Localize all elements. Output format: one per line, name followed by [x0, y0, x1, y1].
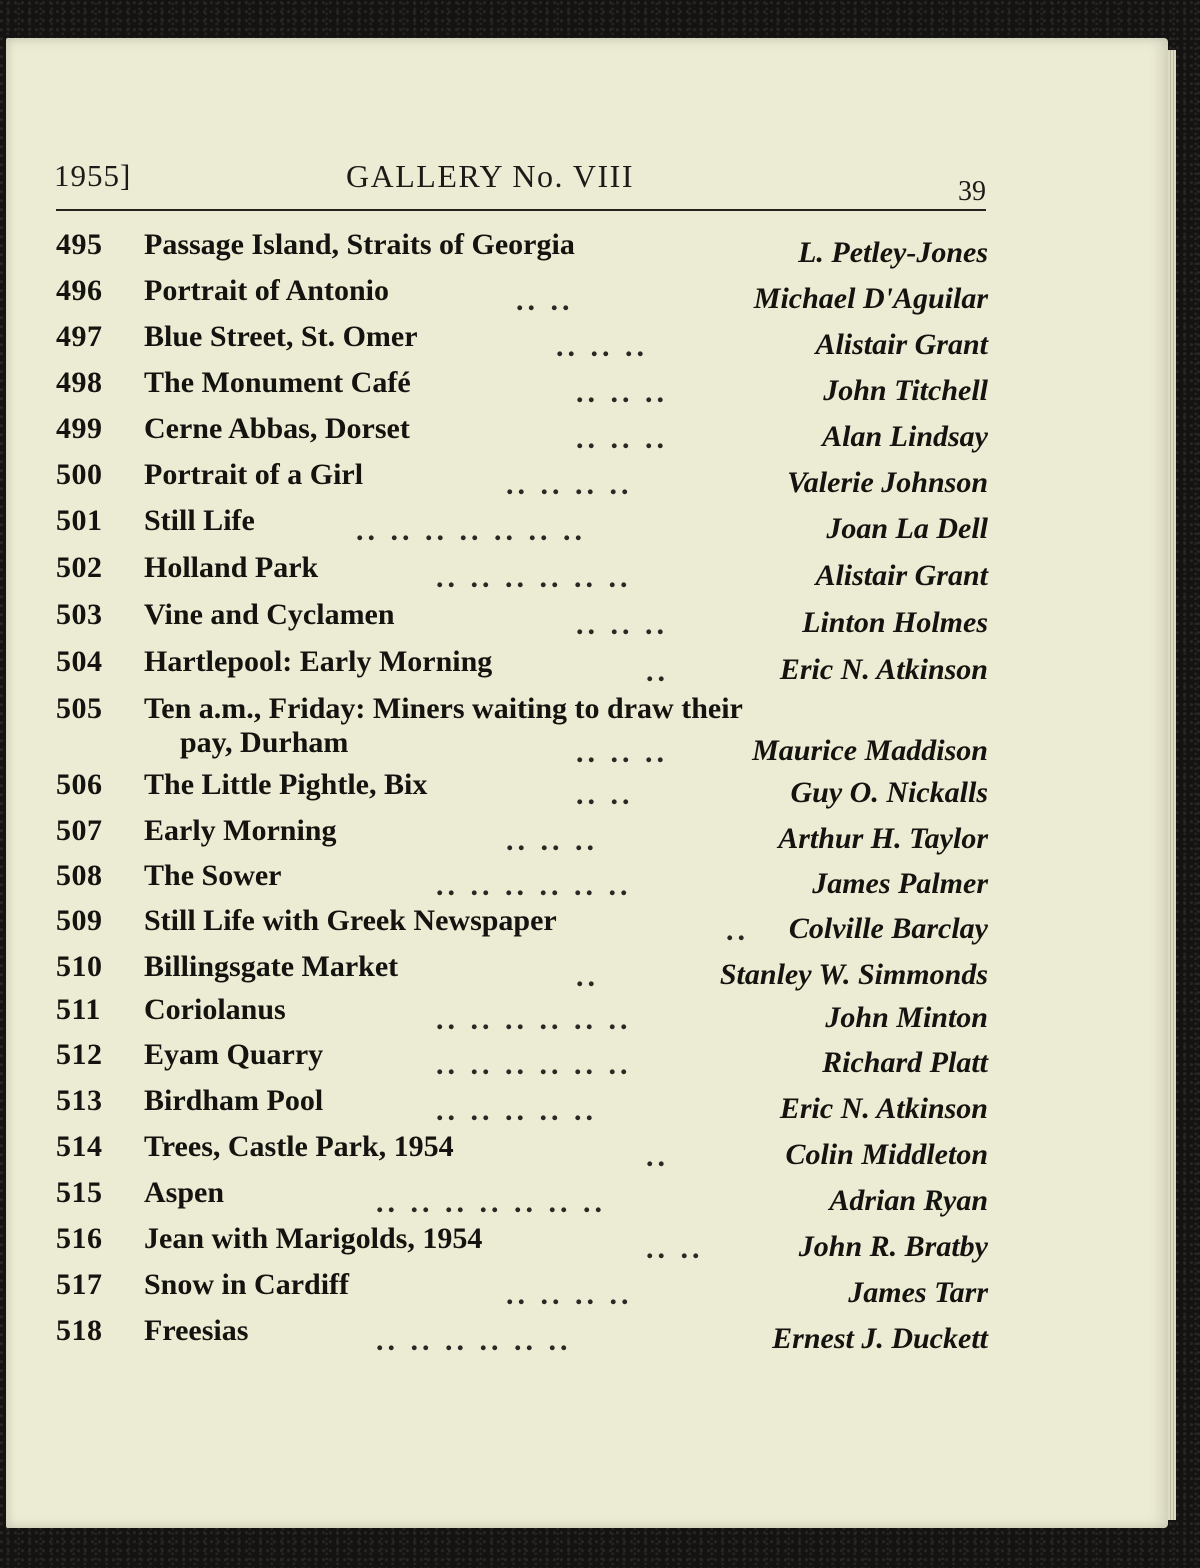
dot-leader: .. .. ..	[576, 376, 668, 409]
page-edge	[1168, 50, 1176, 1520]
entry-number: 498	[56, 366, 103, 399]
entry-number: 513	[56, 1084, 103, 1117]
catalogue-entry-499	[56, 412, 988, 458]
entry-number: 496	[56, 274, 103, 307]
dot-leader: .. .. .. .. .. ..	[436, 869, 632, 902]
entry-artist: L. Petley-Jones	[798, 236, 988, 269]
catalogue-entry-506	[56, 768, 988, 814]
entry-title: Holland Park	[144, 551, 319, 584]
catalogue-entry-503	[56, 598, 988, 644]
catalogue-entry-501	[56, 504, 988, 550]
entry-artist: Eric N. Atkinson	[779, 1092, 988, 1125]
dot-leader: .. .. .. .. .. ..	[436, 1003, 632, 1036]
entry-artist: James Tarr	[848, 1276, 988, 1309]
entry-artist: John R. Bratby	[798, 1230, 988, 1263]
entry-title: Jean with Marigolds, 1954	[144, 1222, 483, 1255]
entry-title: Still Life with Greek Newspaper	[144, 904, 557, 937]
catalogue-entry-500	[56, 458, 988, 504]
entry-title: Coriolanus	[144, 993, 286, 1026]
entry-number: 502	[56, 551, 103, 584]
entry-artist: Alan Lindsay	[822, 420, 988, 453]
entry-number: 509	[56, 904, 103, 937]
dot-leader: .. .. .. .. .. .. ..	[356, 514, 586, 547]
entry-title: Cerne Abbas, Dorset	[144, 412, 410, 445]
entry-title: The Little Pightle, Bix	[144, 768, 428, 801]
catalogue-entry-510	[56, 950, 988, 996]
entry-title: Vine and Cyclamen	[144, 598, 395, 631]
dot-leader: .. .. ..	[576, 422, 668, 455]
entry-title: Passage Island, Straits of Georgia	[144, 228, 575, 261]
entry-title: Portrait of Antonio	[144, 274, 389, 307]
dot-leader: .. .. ..	[576, 736, 668, 769]
entry-artist: Valerie Johnson	[787, 466, 988, 499]
entry-number: 495	[56, 228, 103, 261]
entry-artist: Michael D'Aguilar	[753, 282, 988, 315]
entry-title: Birdham Pool	[144, 1084, 324, 1117]
entry-number: 497	[56, 320, 103, 353]
catalogue-entry-496	[56, 274, 988, 320]
entry-title: Ten a.m., Friday: Miners waiting to draw their	[144, 692, 743, 725]
entry-title: Eyam Quarry	[144, 1038, 324, 1071]
entry-artist: Maurice Maddison	[752, 734, 988, 767]
entry-artist: Alistair Grant	[815, 328, 988, 361]
header-year: 1955]	[54, 158, 132, 193]
entry-number: 508	[56, 859, 103, 892]
dot-leader: .. .. ..	[506, 824, 598, 857]
entry-title: The Sower	[144, 859, 282, 892]
entry-artist: Stanley W. Simmonds	[719, 958, 988, 991]
entry-number: 512	[56, 1038, 103, 1071]
entry-number: 506	[56, 768, 103, 801]
catalogue-entry-498	[56, 366, 988, 412]
catalogue-entry-518	[56, 1314, 988, 1360]
page-header	[50, 122, 986, 212]
entry-artist: John Titchell	[823, 374, 988, 407]
entry-title: Trees, Castle Park, 1954	[144, 1130, 454, 1163]
entry-artist: Eric N. Atkinson	[779, 653, 988, 686]
page-number: 39	[958, 176, 986, 207]
entry-title: Freesias	[144, 1314, 249, 1347]
catalogue-entry-516	[56, 1222, 988, 1268]
dot-leader: ..	[726, 914, 749, 947]
dot-leader: .. ..	[646, 1232, 704, 1265]
entry-artist: John Minton	[825, 1001, 988, 1034]
entry-number: 507	[56, 814, 103, 847]
catalogue-entry-517	[56, 1268, 988, 1314]
catalogue-entry-497	[56, 320, 988, 366]
entry-number: 501	[56, 504, 103, 537]
dot-leader: .. .. .. .. .. ..	[436, 1048, 632, 1081]
catalogue-entry-512	[56, 1038, 988, 1084]
dot-leader: ..	[646, 655, 669, 688]
catalogue-entry-513	[56, 1084, 988, 1130]
entry-artist: Joan La Dell	[826, 512, 988, 545]
dot-leader: .. ..	[576, 778, 634, 811]
entry-title: Early Morning	[144, 814, 337, 847]
dot-leader: .. .. .. .. .. ..	[376, 1324, 572, 1357]
dot-leader: .. .. .. ..	[506, 1278, 633, 1311]
entry-number: 499	[56, 412, 103, 445]
entry-title: Hartlepool: Early Morning	[144, 645, 493, 678]
entry-artist: Colville Barclay	[788, 912, 988, 945]
entry-number: 516	[56, 1222, 103, 1255]
entry-title-continued: pay, Durham	[180, 726, 349, 759]
catalogue-entry-502	[56, 551, 988, 597]
entry-title: Aspen	[144, 1176, 225, 1209]
entry-title: Billingsgate Market	[144, 950, 399, 983]
entry-title: Snow in Cardiff	[144, 1268, 350, 1301]
entry-artist: Guy O. Nickalls	[790, 776, 988, 809]
catalogue-entry-511	[56, 993, 988, 1039]
dot-leader: ..	[576, 960, 599, 993]
entry-number: 514	[56, 1130, 103, 1163]
catalogue-entry-505	[56, 692, 988, 780]
entry-number: 518	[56, 1314, 103, 1347]
entry-number: 510	[56, 950, 103, 983]
entry-number: 511	[56, 993, 101, 1026]
entry-artist: Adrian Ryan	[829, 1184, 988, 1217]
header-gallery-title: GALLERY No. VIII	[346, 158, 634, 194]
entry-artist: Arthur H. Taylor	[778, 822, 988, 855]
catalogue-entry-495	[56, 228, 988, 274]
entry-artist: Ernest J. Duckett	[772, 1322, 988, 1355]
catalogue-entry-508	[56, 859, 988, 905]
entry-artist: Richard Platt	[822, 1046, 988, 1079]
dot-leader: .. .. .. .. .. .. ..	[376, 1186, 606, 1219]
entry-number: 500	[56, 458, 103, 491]
entry-title: Portrait of a Girl	[144, 458, 364, 491]
entry-artist: James Palmer	[812, 867, 988, 900]
entry-number: 515	[56, 1176, 103, 1209]
header-rule	[56, 209, 986, 211]
dot-leader: .. .. ..	[556, 330, 648, 363]
dot-leader: .. .. ..	[576, 608, 668, 641]
catalogue-entry-509	[56, 904, 988, 950]
entry-artist: Alistair Grant	[815, 559, 988, 592]
entry-number: 503	[56, 598, 103, 631]
catalogue-entry-515	[56, 1176, 988, 1222]
catalogue-entry-504	[56, 645, 988, 691]
dot-leader: .. ..	[516, 284, 574, 317]
entry-number: 517	[56, 1268, 103, 1301]
entry-artist: Colin Middleton	[785, 1138, 988, 1171]
catalogue-entry-514	[56, 1130, 988, 1176]
entry-title: The Monument Café	[144, 366, 411, 399]
catalogue-entry-507	[56, 814, 988, 860]
dot-leader: .. .. .. .. .. ..	[436, 561, 632, 594]
entry-number: 505	[56, 692, 103, 725]
dot-leader: .. .. .. .. ..	[436, 1094, 597, 1127]
entry-title: Blue Street, St. Omer	[144, 320, 418, 353]
dot-leader: ..	[646, 1140, 669, 1173]
entry-title: Still Life	[144, 504, 255, 537]
entry-artist: Linton Holmes	[802, 606, 988, 639]
entry-number: 504	[56, 645, 103, 678]
dot-leader: .. .. .. ..	[506, 468, 633, 501]
